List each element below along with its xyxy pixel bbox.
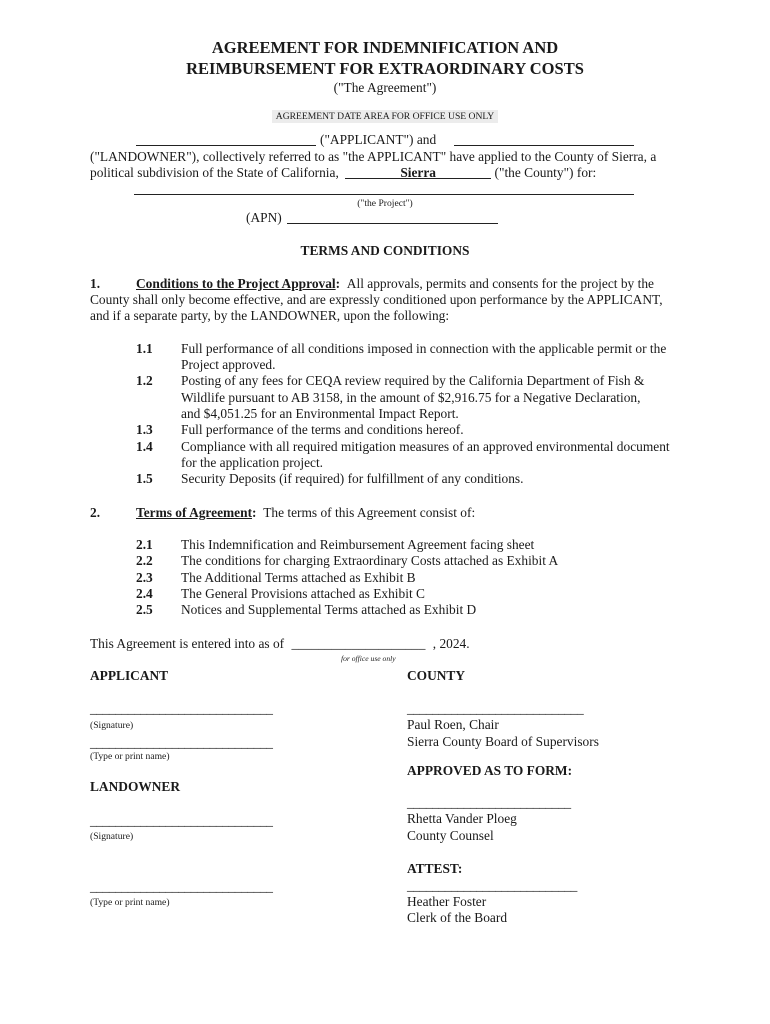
- agreement-year: , 2024.: [432, 636, 470, 651]
- applicant-signature-line[interactable]: _____________________________: [90, 701, 273, 716]
- landowner-text: ("LANDOWNER"), collectively referred to as "the APPLICANT" have applied to the County of Sierra, a: [90, 149, 657, 164]
- item-number: 1.3: [136, 422, 153, 437]
- applicant-heading: APPLICANT: [90, 668, 169, 683]
- item-text: and $4,051.25 for an Environmental Impact Report.: [181, 406, 459, 421]
- approved-as-to-form-heading: APPROVED AS TO FORM:: [407, 763, 573, 778]
- item-number: 1.2: [136, 373, 153, 388]
- section-1-number: 1.: [90, 276, 101, 291]
- county-name: Sierra: [400, 165, 437, 180]
- clerk-title: Clerk of the Board: [407, 910, 508, 925]
- county-signature-line[interactable]: ____________________________: [407, 701, 584, 716]
- landowner-signature-label: (Signature): [90, 831, 134, 842]
- item-text: Wildlife pursuant to AB 3158, in the amount of $2,916.75 for a Negative Declaration,: [181, 390, 641, 405]
- applicant-print-name-line[interactable]: _____________________________: [90, 735, 273, 750]
- section-2-intro: The terms of this Agreement consist of:: [263, 505, 476, 520]
- item-number: 1.5: [136, 471, 153, 486]
- office-use-only-note: for office use only: [341, 654, 396, 663]
- entered-line: [90, 636, 470, 652]
- landowner-name-line[interactable]: [454, 145, 634, 146]
- project-label: ("the Project"): [357, 198, 413, 209]
- section-1-intro-1: All approvals, permits and consents for the project by the: [346, 276, 654, 291]
- title-line-2: REIMBURSEMENT FOR EXTRAORDINARY COSTS: [186, 59, 584, 78]
- county-signer-title: Sierra County Board of Supervisors: [407, 734, 599, 749]
- item-text: Compliance with all required mitigation measures of an approved environmental document: [181, 439, 670, 454]
- apn-label: (APN): [246, 210, 282, 225]
- item-number: 2.1: [136, 537, 153, 552]
- applicant-print-name-label: (Type or print name): [90, 751, 170, 762]
- clerk-name: Heather Foster: [407, 894, 487, 909]
- county-signer-name: Paul Roen, Chair: [407, 717, 499, 732]
- office-use-note: AGREEMENT DATE AREA FOR OFFICE USE ONLY: [272, 110, 498, 123]
- subtitle: ("The Agreement"): [333, 80, 437, 95]
- applicant-label: ("APPLICANT") and: [320, 132, 437, 147]
- apn-line[interactable]: [287, 223, 498, 224]
- item-text: Notices and Supplemental Terms attached as Exhibit D: [181, 602, 477, 617]
- section-1-intro: Conditions to the Project Approval: All approvals, permits and consents for the project by the: [136, 276, 654, 291]
- county-label: ("the County") for:: [494, 165, 597, 180]
- counsel-name: Rhetta Vander Ploeg: [407, 811, 517, 826]
- item-text: for the application project.: [181, 455, 324, 470]
- attest-heading: ATTEST:: [407, 861, 463, 876]
- agreement-date-field[interactable]: ____________________: [291, 636, 426, 651]
- item-text: The conditions for charging Extraordinary Costs attached as Exhibit A: [181, 553, 559, 568]
- item-text: Project approved.: [181, 357, 276, 372]
- item-number: 1.4: [136, 439, 153, 454]
- section-1-intro-2: County shall only become effective, and are expressly conditioned upon performance by the APPLICANT,: [90, 292, 663, 307]
- political-text: political subdivision of the State of California,: [90, 165, 339, 180]
- item-text: Posting of any fees for CEQA review required by the California Department of Fish &: [181, 373, 645, 388]
- landowner-heading: LANDOWNER: [90, 779, 181, 794]
- applicant-name-line[interactable]: [136, 145, 316, 146]
- office-note-wrap: [0, 106, 770, 124]
- clerk-signature-line[interactable]: ___________________________: [407, 878, 577, 893]
- item-number: 2.2: [136, 553, 153, 568]
- item-text: Security Deposits (if required) for fulfillment of any conditions.: [181, 471, 524, 486]
- item-number: 2.3: [136, 570, 153, 585]
- entered-text: This Agreement is entered into as of: [90, 636, 285, 651]
- item-text: Full performance of all conditions imposed in connection with the applicable permit or the: [181, 341, 667, 356]
- item-text: The General Provisions attached as Exhibit C: [181, 586, 425, 601]
- political-subdivision-line: [90, 165, 596, 181]
- section-1-intro-3: and if a separate party, by the LANDOWNER, upon the following:: [90, 308, 450, 323]
- item-number: 1.1: [136, 341, 153, 356]
- item-text: Full performance of the terms and conditions hereof.: [181, 422, 464, 437]
- landowner-print-name-label: (Type or print name): [90, 897, 170, 908]
- project-description-line[interactable]: [134, 194, 634, 195]
- landowner-print-name-line[interactable]: _____________________________: [90, 879, 273, 894]
- item-text: The Additional Terms attached as Exhibit B: [181, 570, 416, 585]
- section-2-intro-line: Terms of Agreement: The terms of this Agreement consist of:: [136, 505, 476, 520]
- section-2-number: 2.: [90, 505, 101, 520]
- item-number: 2.5: [136, 602, 153, 617]
- section-1-heading: Conditions to the Project Approval: [136, 276, 336, 291]
- county-heading: COUNTY: [407, 668, 466, 683]
- counsel-title: County Counsel: [407, 828, 494, 843]
- item-number: 2.4: [136, 586, 153, 601]
- applicant-signature-label: (Signature): [90, 720, 134, 731]
- title-line-1: AGREEMENT FOR INDEMNIFICATION AND: [211, 38, 559, 57]
- county-name-field: [345, 165, 491, 179]
- landowner-signature-line[interactable]: _____________________________: [90, 813, 273, 828]
- section-2-heading: Terms of Agreement: [136, 505, 253, 520]
- item-text: This Indemnification and Reimbursement Agreement facing sheet: [181, 537, 535, 552]
- counsel-signature-line[interactable]: __________________________: [407, 795, 571, 810]
- terms-heading: TERMS AND CONDITIONS: [300, 243, 470, 258]
